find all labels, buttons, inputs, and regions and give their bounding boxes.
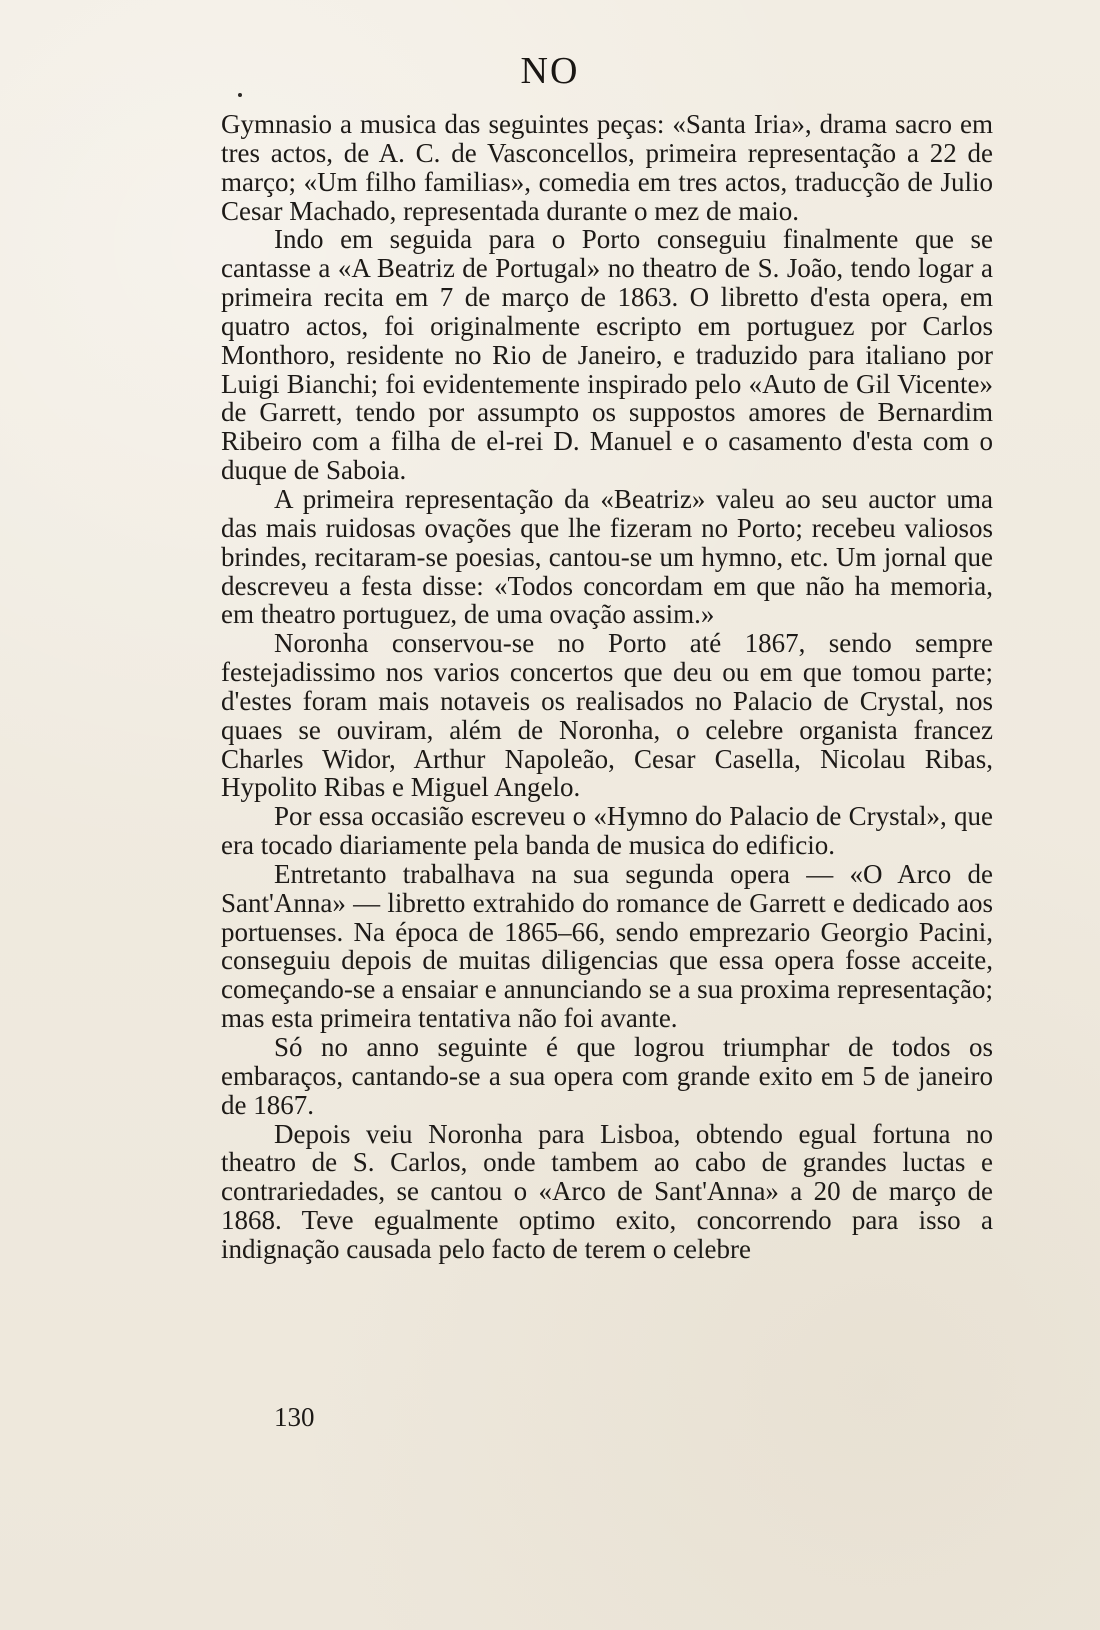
paragraph-7: Só no anno seguinte é que logrou triumphar de todos os embaraços, cantando-se a sua opera com grande exito em 5 de janeiro de 1867. xyxy=(221,1032,993,1120)
paragraph-2: Indo em seguida para o Porto conseguiu finalmente que se cantasse a «A Beatriz de Portugal» no theatro de S. João, tendo logar a primeira recita em 7 de março de 1863. O libretto d'esta opera, em quatro actos, foi originalmente escripto em portuguez por Carlos Monthoro, residente no Rio de Janeiro, e traduzido para italiano por Luigi Bianchi; foi evidentemente inspirado pelo «Auto de Gil Vicente» de Garrett, tendo por assumpto os suppostos amores de Bernardim Ribeiro com a filha de el-rei D. Manuel e o casamento d'esta com o duque de Saboia. xyxy=(221,224,993,486)
paragraph-3: A primeira representação da «Beatriz» valeu ao seu auctor uma das mais ruidosas ovações que lhe fizeram no Porto; recebeu valiosos brindes, recitaram-se poesias, cantou-se um hymno, etc. Um jornal que descreveu a festa disse: «Todos concordam em que não ha memoria, em theatro portuguez, de uma ovação assim.» xyxy=(221,483,993,630)
paragraph-5: Por essa occasião escreveu o «Hymno do Palacio de Crystal», que era tocado diariamente pela banda de musica do edificio. xyxy=(221,801,993,861)
ink-dot-mark xyxy=(238,93,242,97)
page-body xyxy=(221,110,993,1264)
paragraph-4: Noronha conservou-se no Porto até 1867, sendo sempre festejadissimo nos varios concertos que deu ou em que tomou parte; d'estes foram mais notaveis os realisados no Palacio de Crystal, nos quaes se ouviram, além de Noronha, o celebre organista francez Charles Widor, Arthur Napoleão, Cesar Casella, Nicolau Ribas, Hypolito Ribas e Miguel Angelo. xyxy=(221,628,993,803)
page-number: 130 xyxy=(274,1402,315,1432)
paragraph-1: Gymnasio a musica das seguintes peças: «Santa Iria», drama sacro em tres actos, de A. C. de Vasconcellos, primeira representação a 22 de março; «Um filho familias», comedia em tres actos, traducção de Julio Cesar Machado, representada durante o mez de maio. xyxy=(221,109,993,226)
paragraph-8: Depois veiu Noronha para Lisboa, obtendo egual fortuna no theatro de S. Carlos, onde tambem ao cabo de grandes luctas e contrariedades, se cantou o «Arco de Sant'Anna» a 20 de março de 1868. Teve egualmente optimo exito, concorrendo para isso a indignação causada pelo facto de terem o celebre xyxy=(221,1118,993,1264)
paragraph-6: Entretanto trabalhava na sua segunda opera — «O Arco de Sant'Anna» — libretto extrahido do romance de Garrett e dedicado aos portuenses. Na época de 1865–66, sendo emprezario Georgio Pacini, conseguiu depois de muitas diligencias que essa opera fosse acceite, começando-se a ensaiar e annunciando se a sua proxima representação; mas esta primeira tentativa não foi avante. xyxy=(221,858,993,1034)
page-header: NO xyxy=(520,50,580,92)
